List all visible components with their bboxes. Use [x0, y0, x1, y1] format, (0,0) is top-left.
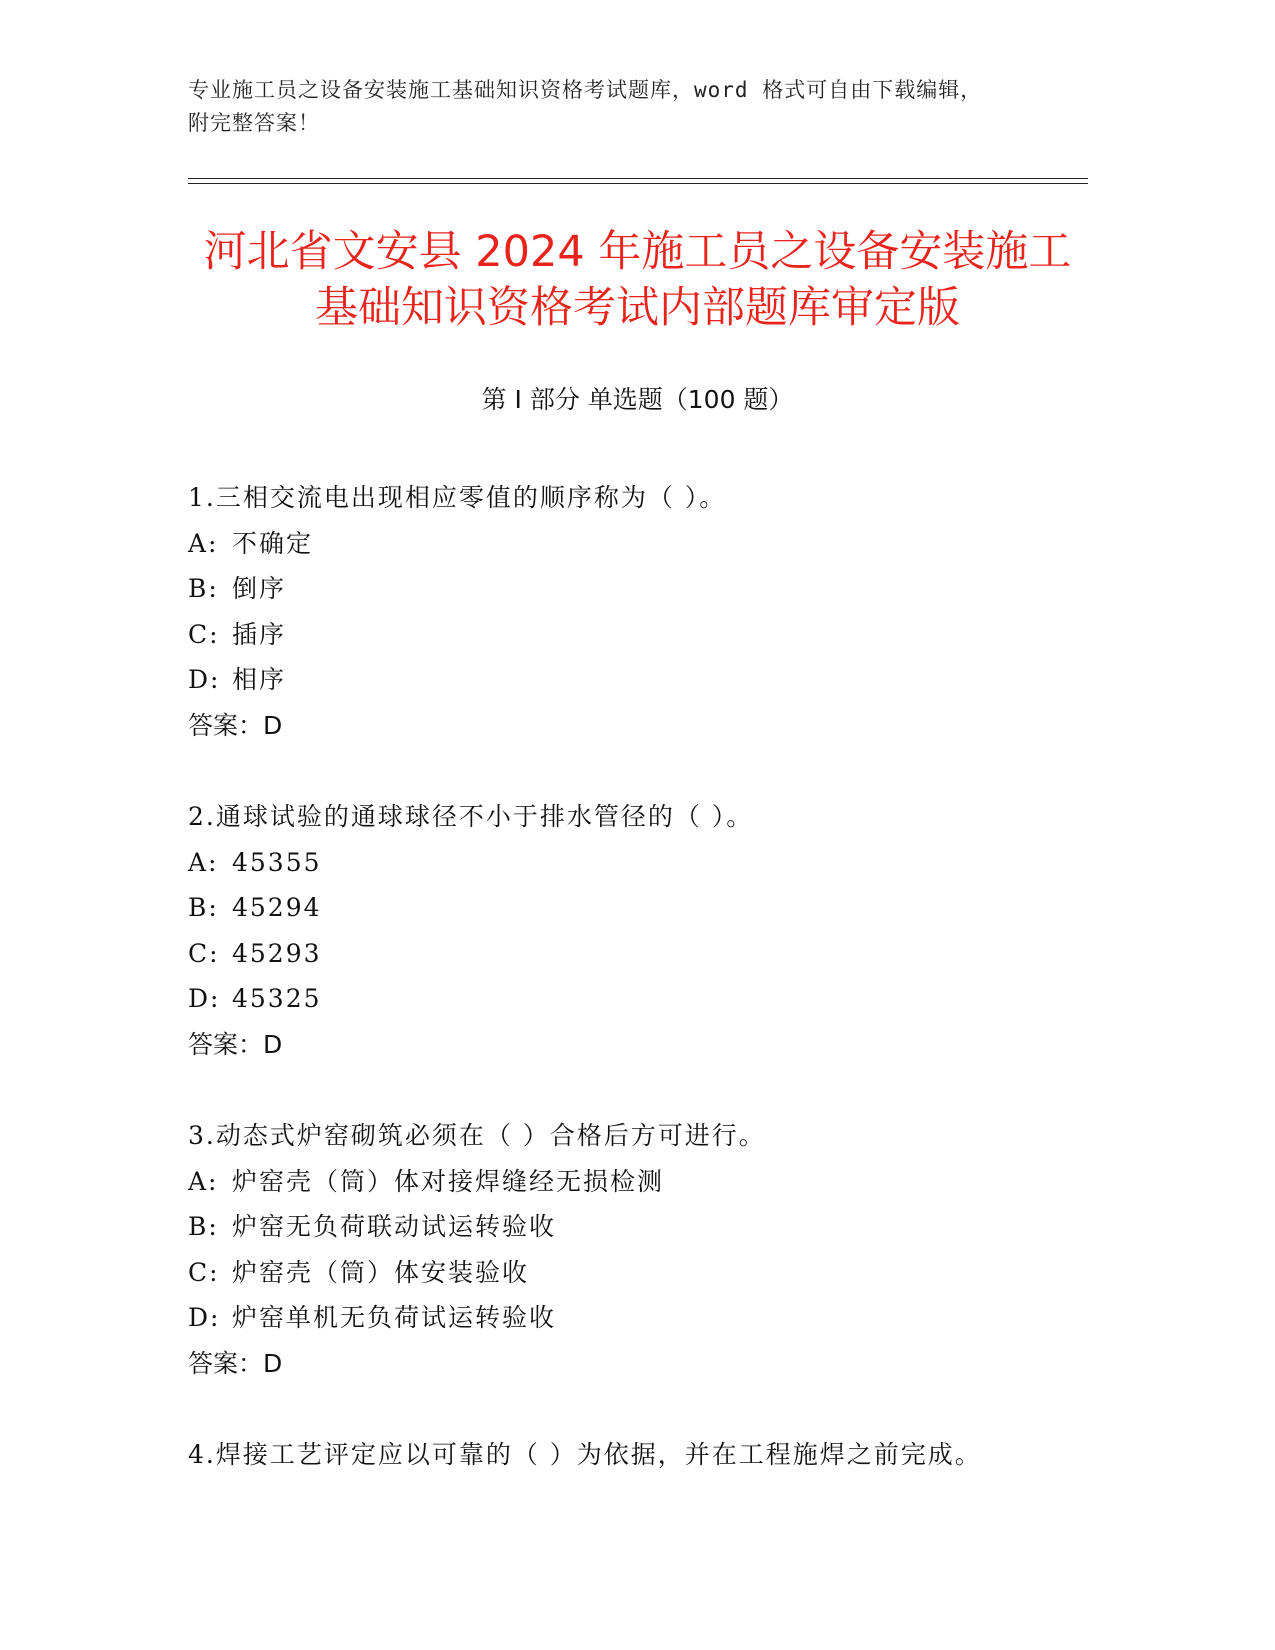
- option-b: [188, 1204, 1088, 1250]
- header-divider-bottom: [188, 183, 1088, 184]
- section-title: 第 I 部分 单选题（100 题）: [481, 385, 794, 414]
- option-b: [188, 885, 1088, 931]
- document-title: [150, 224, 1125, 336]
- option-text: 倒序: [232, 574, 287, 603]
- option-c: [188, 931, 1088, 977]
- question-stem: 3.动态式炉窑砌筑必须在（ ）合格后方可进行。: [188, 1121, 766, 1150]
- option-c: [188, 1250, 1088, 1296]
- option-text: 插序: [232, 619, 287, 649]
- option-key: D:: [188, 984, 221, 1013]
- option-text: 炉窑壳（筒）体对接焊缝经无损检测: [232, 1166, 665, 1196]
- option-text: 不确定: [232, 528, 314, 558]
- option-d: [188, 976, 1088, 1022]
- option-key: B:: [188, 893, 219, 922]
- option-key: B:: [188, 1212, 219, 1241]
- option-key: A:: [188, 528, 219, 558]
- question-4: [188, 1432, 1088, 1478]
- option-b: [188, 566, 1088, 612]
- answer-line: 答案：D: [188, 1348, 283, 1378]
- header-note-line-2: 附完整答案！: [188, 111, 320, 135]
- header-divider-top: [188, 178, 1088, 179]
- option-a: [188, 840, 1088, 886]
- option-text: 相序: [232, 665, 287, 694]
- option-key: A:: [188, 1166, 219, 1196]
- option-text: 45325: [232, 984, 322, 1013]
- option-key: D:: [188, 1303, 221, 1332]
- option-key: C:: [188, 1257, 220, 1287]
- option-key: B:: [188, 574, 219, 603]
- option-a: [188, 1159, 1088, 1205]
- answer-line: 答案：D: [188, 1029, 283, 1059]
- option-text: 炉窑壳（筒）体安装验收: [232, 1257, 530, 1287]
- question-1: [188, 475, 1088, 748]
- option-text: 炉窑单机无负荷试运转验收: [232, 1303, 557, 1332]
- document-title-line-2: 基础知识资格考试内部题库审定版: [315, 283, 960, 333]
- option-text: 炉窑无负荷联动试运转验收: [232, 1212, 557, 1241]
- option-key: C:: [188, 938, 220, 968]
- question-stem: 4.焊接工艺评定应以可靠的（ ）为依据，并在工程施焊之前完成。: [188, 1440, 982, 1469]
- option-c: [188, 612, 1088, 658]
- question-stem: 1.三相交流电出现相应零值的顺序称为（ ）。: [188, 483, 727, 512]
- document-title-line-1: 河北省文安县 2024 年施工员之设备安装施工: [203, 227, 1072, 277]
- option-key: D:: [188, 665, 221, 694]
- question-3: [188, 1113, 1088, 1386]
- header-note: [188, 74, 1088, 140]
- question-2: [188, 794, 1088, 1067]
- option-text: 45293: [232, 938, 322, 968]
- header-note-line-1: 专业施工员之设备安装施工基础知识资格考试题库，word 格式可自由下载编辑，: [188, 78, 983, 102]
- answer-line: 答案：D: [188, 710, 283, 740]
- option-d: [188, 1295, 1088, 1341]
- option-text: 45355: [232, 847, 322, 877]
- question-stem: 2.通球试验的通球球径不小于排水管径的（ ）。: [188, 802, 754, 831]
- option-key: C:: [188, 619, 220, 649]
- option-text: 45294: [232, 893, 322, 922]
- option-a: [188, 521, 1088, 567]
- option-key: A:: [188, 847, 219, 877]
- question-list: [188, 475, 1088, 1524]
- option-d: [188, 657, 1088, 703]
